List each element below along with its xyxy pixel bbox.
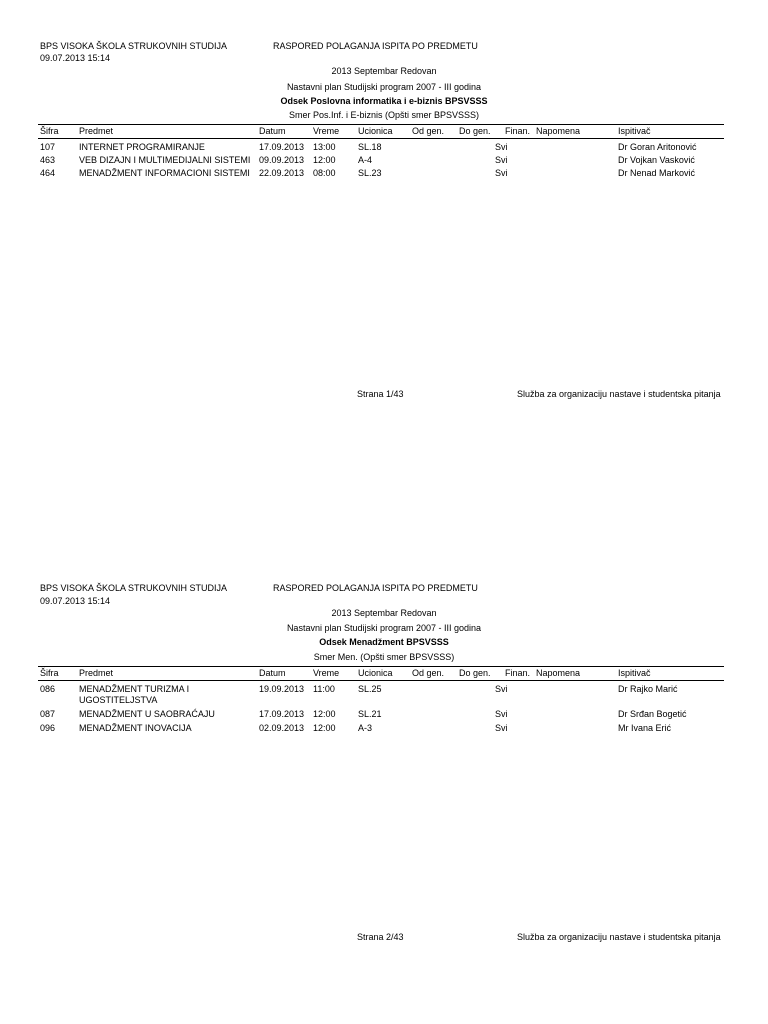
row-time: 13:00 <box>313 142 336 152</box>
row-subject: VEB DIZAJN I MULTIMEDIJALNI SISTEMI <box>79 155 251 165</box>
row-code: 107 <box>40 142 56 152</box>
department-name: Odsek Poslovna informatika i e-biznis BPSVSSS <box>280 96 488 106</box>
row-examiner: Dr Rajko Marić <box>618 684 678 694</box>
row-examiner: Dr Nenad Marković <box>618 168 696 178</box>
institution-name: BPS VISOKA ŠKOLA STRUKOVNIH STUDIJA <box>40 583 228 593</box>
row-examiner: Dr Vojkan Vasković <box>618 155 695 165</box>
row-code: 086 <box>40 684 56 694</box>
row-room: SL.25 <box>358 684 382 694</box>
row-room: SL.18 <box>358 142 382 152</box>
row-date: 22.09.2013 <box>259 168 305 178</box>
row-finan: Svi <box>495 168 508 178</box>
row-room: A-4 <box>358 155 373 165</box>
row-time: 12:00 <box>313 155 336 165</box>
col-header-to-gen: Do gen. <box>459 126 491 136</box>
page-number: Strana 1/43 <box>357 389 404 399</box>
row-subject: MENADŽMENT U SAOBRAĆAJU <box>79 709 215 719</box>
exam-term: 2013 Septembar Redovan <box>331 66 437 76</box>
row-room: SL.23 <box>358 168 382 178</box>
report-title: RASPORED POLAGANJA ISPITA PO PREDMETU <box>273 41 478 51</box>
row-time: 12:00 <box>313 723 336 733</box>
report-title: RASPORED POLAGANJA ISPITA PO PREDMETU <box>273 583 478 593</box>
footer-office: Služba za organizaciju nastave i studentska pitanja <box>517 932 721 942</box>
row-date: 09.09.2013 <box>259 155 305 165</box>
row-finan: Svi <box>495 155 508 165</box>
col-header-note: Napomena <box>536 668 581 678</box>
row-examiner: Dr Goran Aritonović <box>618 142 697 152</box>
row-code: 463 <box>40 155 56 165</box>
col-header-room: Ucionica <box>358 126 393 136</box>
col-header-note: Napomena <box>536 126 581 136</box>
row-date: 17.09.2013 <box>259 142 305 152</box>
col-header-from-gen: Od gen. <box>412 668 445 678</box>
row-date: 02.09.2013 <box>259 723 305 733</box>
col-header-subject: Predmet <box>79 668 114 678</box>
row-code: 464 <box>40 168 56 178</box>
col-header-time: Vreme <box>313 126 340 136</box>
footer-office: Služba za organizaciju nastave i studentska pitanja <box>517 389 721 399</box>
header-top-rule <box>38 666 724 667</box>
col-header-time: Vreme <box>313 668 340 678</box>
col-header-examiner: Ispitivač <box>618 668 651 678</box>
row-subject: MENADŽMENT INFORMACIONI SISTEMI <box>79 168 250 178</box>
row-subject: INTERNET PROGRAMIRANJE <box>79 142 205 152</box>
track-name: Smer Men. (Opšti smer BPSVSSS) <box>313 652 455 662</box>
institution-name: BPS VISOKA ŠKOLA STRUKOVNIH STUDIJA <box>40 41 228 51</box>
row-finan: Svi <box>495 142 508 152</box>
row-examiner: Dr Srđan Bogetić <box>618 709 687 719</box>
col-header-subject: Predmet <box>79 126 114 136</box>
col-header-from-gen: Od gen. <box>412 126 445 136</box>
row-room: SL.21 <box>358 709 382 719</box>
study-plan: Nastavni plan Studijski program 2007 - III godina <box>286 82 482 92</box>
row-code: 087 <box>40 709 56 719</box>
row-time: 12:00 <box>313 709 336 719</box>
col-header-code: Šifra <box>40 668 59 678</box>
print-datetime: 09.07.2013 15:14 <box>40 596 111 606</box>
col-header-code: Šifra <box>40 126 59 136</box>
col-header-room: Ucionica <box>358 668 393 678</box>
row-finan: Svi <box>495 709 508 719</box>
row-date: 17.09.2013 <box>259 709 305 719</box>
row-finan: Svi <box>495 684 508 694</box>
row-code: 096 <box>40 723 56 733</box>
header-bottom-rule <box>38 680 724 681</box>
col-header-finan: Finan. <box>505 126 531 136</box>
row-examiner: Mr Ivana Erić <box>618 723 672 733</box>
col-header-examiner: Ispitivač <box>618 126 651 136</box>
print-datetime: 09.07.2013 15:14 <box>40 53 111 63</box>
department-name: Odsek Menadžment BPSVSSS <box>319 637 449 647</box>
row-finan: Svi <box>495 723 508 733</box>
col-header-date: Datum <box>259 668 286 678</box>
row-subject: MENADŽMENT TURIZMA I UGOSTITELJSTVA <box>79 684 190 705</box>
row-subject: MENADŽMENT INOVACIJA <box>79 723 192 733</box>
study-plan: Nastavni plan Studijski program 2007 - III godina <box>286 623 482 633</box>
header-top-rule <box>38 124 724 125</box>
col-header-date: Datum <box>259 126 286 136</box>
header-bottom-rule <box>38 138 724 139</box>
col-header-finan: Finan. <box>505 668 531 678</box>
row-room: A-3 <box>358 723 373 733</box>
col-header-to-gen: Do gen. <box>459 668 491 678</box>
exam-term: 2013 Septembar Redovan <box>331 608 437 618</box>
row-time: 08:00 <box>313 168 336 178</box>
row-time: 11:00 <box>313 684 335 694</box>
page-number: Strana 2/43 <box>357 932 404 942</box>
track-name: Smer Pos.Inf. i E-biznis (Opšti smer BPSVSSS) <box>288 110 480 120</box>
row-date: 19.09.2013 <box>259 684 305 694</box>
